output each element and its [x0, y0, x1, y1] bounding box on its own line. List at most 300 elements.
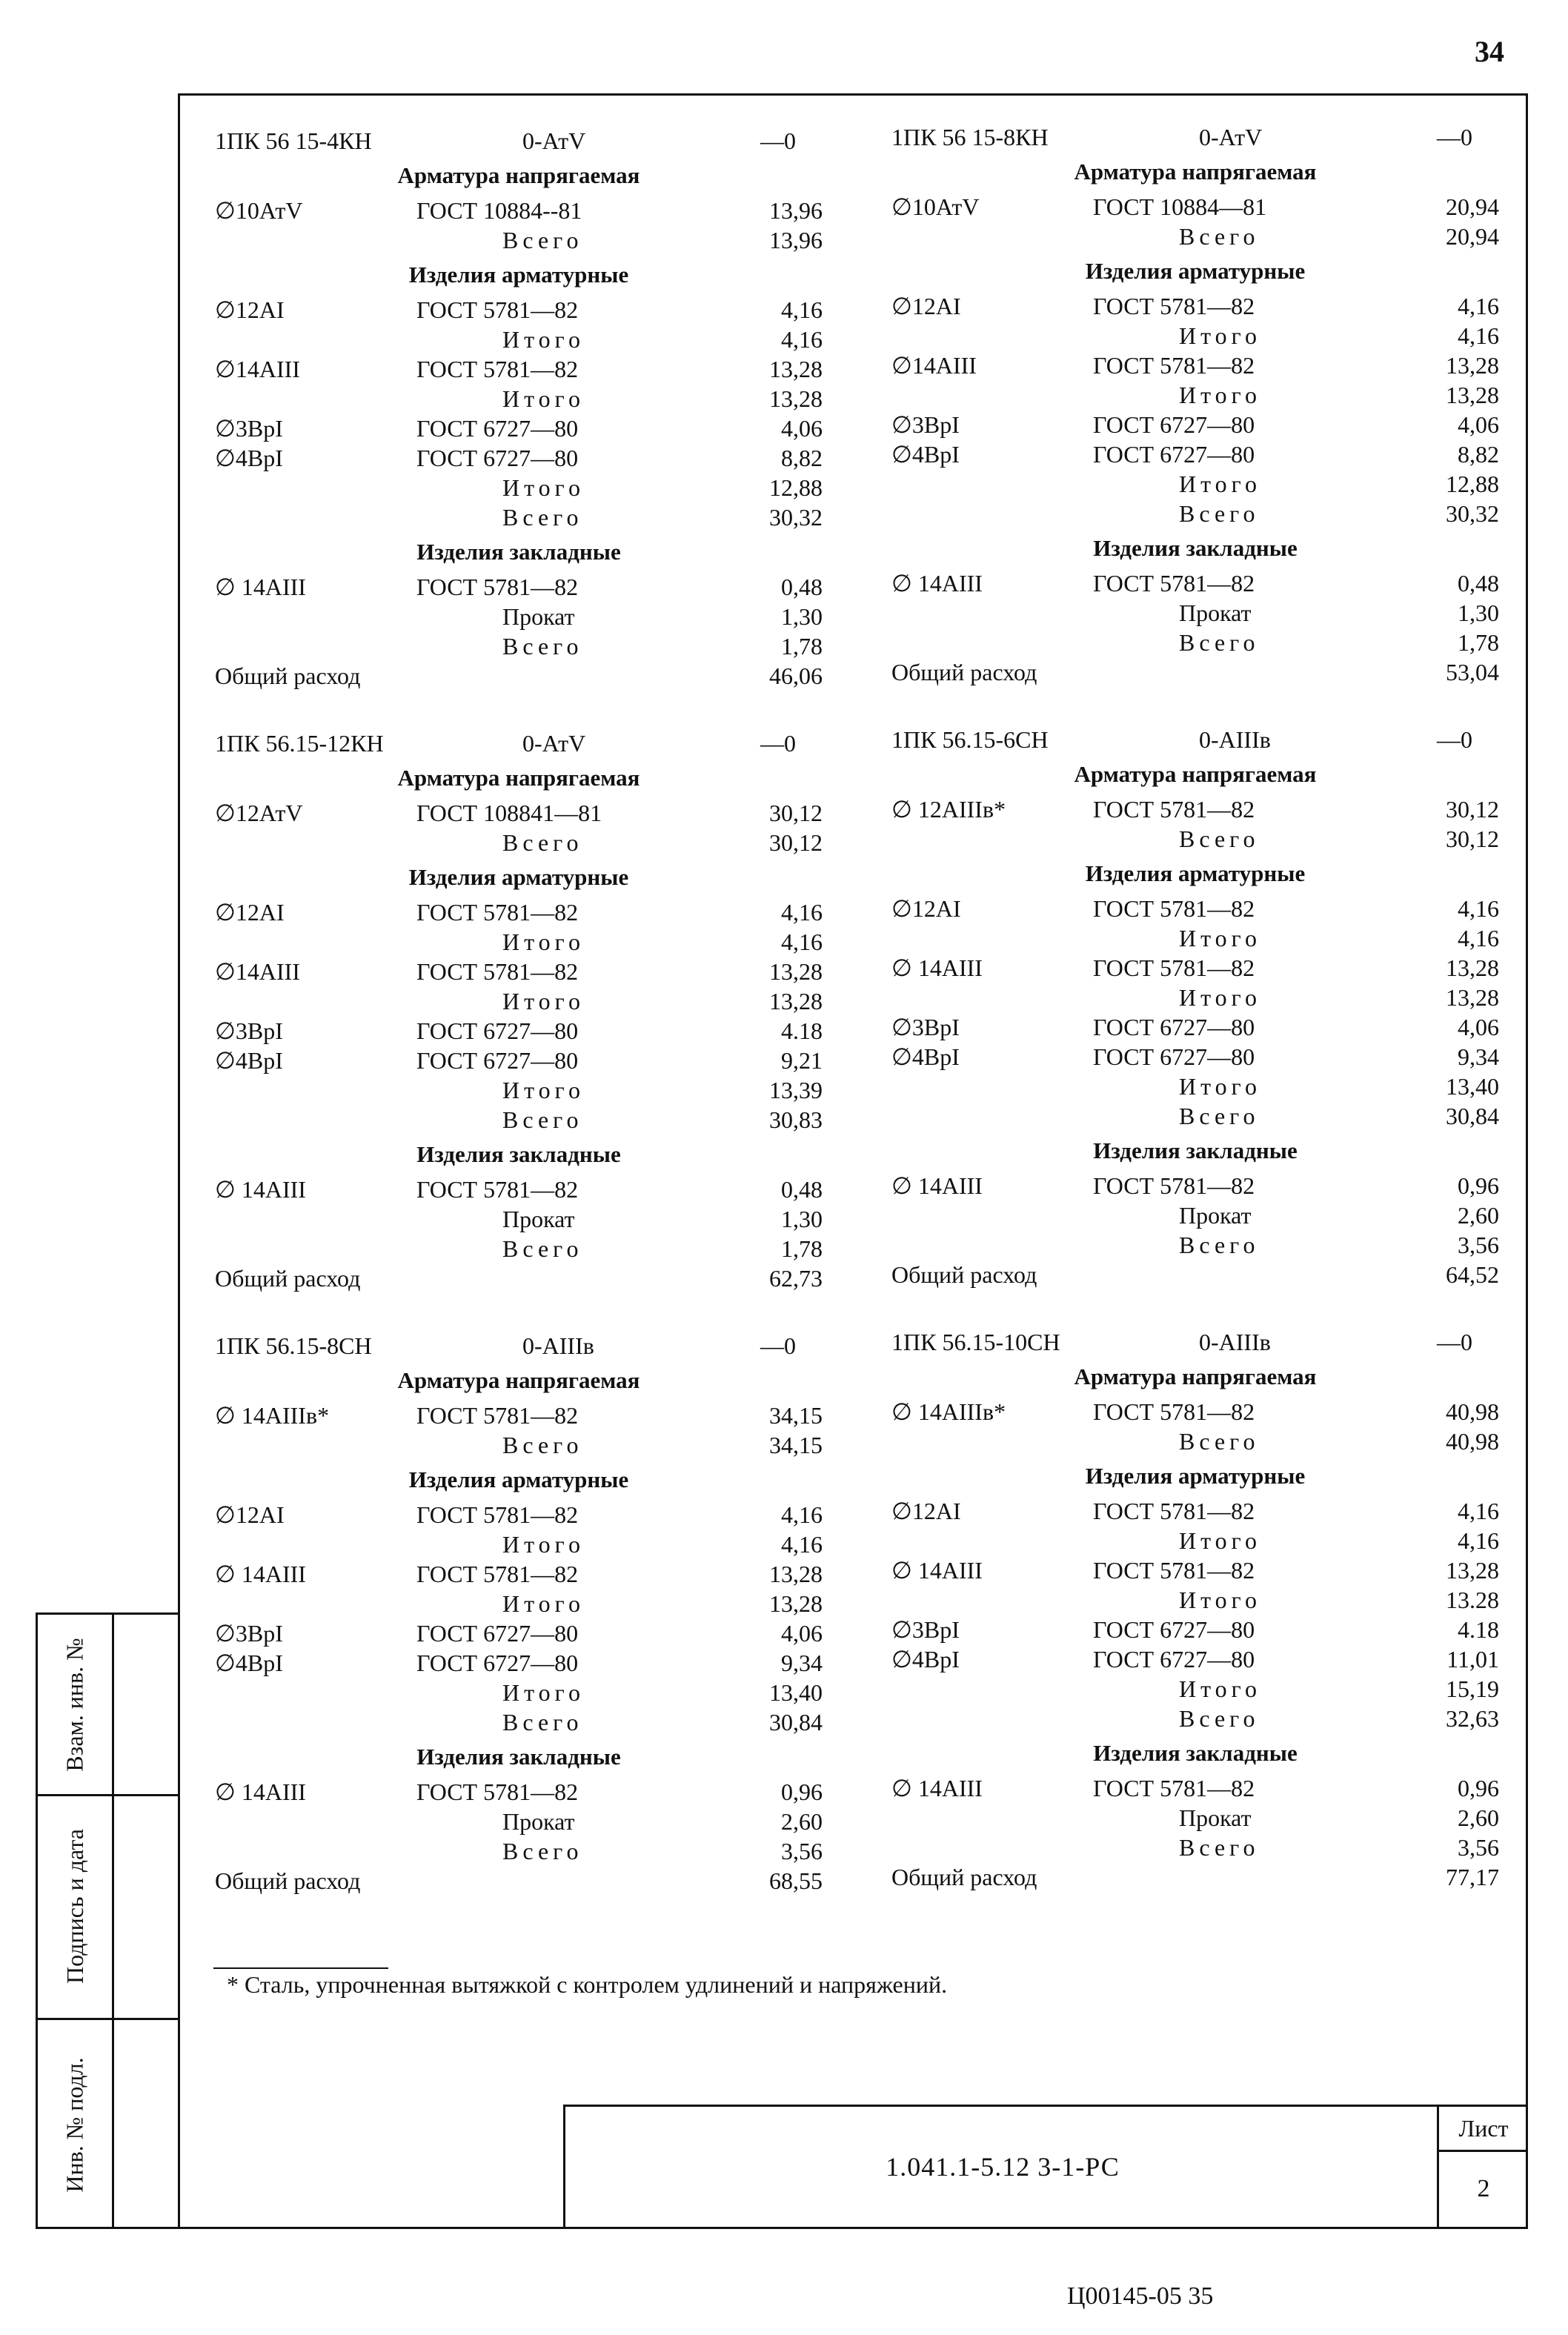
- mass-value: 1,30: [781, 1206, 823, 1232]
- standard-ref: ГОСТ 6727—80: [1093, 1616, 1255, 1643]
- subtotal-label: Итого: [1179, 1527, 1261, 1554]
- subtotal-label: Итого: [1179, 1675, 1261, 1702]
- zero-value: —0: [1437, 726, 1472, 753]
- section-heading: Изделия закладные: [416, 1744, 621, 1770]
- material-row: [215, 897, 823, 927]
- mass-value: 32,63: [1446, 1705, 1499, 1732]
- mass-value: 30,32: [769, 504, 823, 531]
- material-row: [215, 1046, 823, 1075]
- subtotal-label: Всего: [502, 1709, 583, 1736]
- section-heading: Изделия арматурные: [408, 262, 629, 288]
- mass-value: 4.18: [781, 1017, 823, 1044]
- bar-diameter: ∅10АтV: [215, 197, 303, 224]
- subtotal-row: [215, 1529, 823, 1559]
- block-header-row: [891, 1327, 1499, 1357]
- standard-ref: ГОСТ 6727—80: [1093, 1014, 1255, 1040]
- material-row: [891, 1644, 1499, 1674]
- bar-diameter: ∅12АтV: [215, 800, 303, 826]
- subtotal-label: Итого: [502, 474, 585, 501]
- block-header-row: [891, 122, 1499, 152]
- mass-value: 0,96: [1458, 1172, 1499, 1199]
- mass-value: 2,60: [1458, 1804, 1499, 1831]
- mass-value: 4.18: [1458, 1616, 1499, 1643]
- subtotal-row: [215, 502, 823, 532]
- section-heading: Арматура напрягаемая: [397, 765, 640, 791]
- mass-value: 13,96: [769, 197, 823, 224]
- zero-value: —0: [760, 730, 796, 757]
- subtotal-label: Всего: [1179, 1834, 1260, 1861]
- standard-ref: ГОСТ 6727—80: [1093, 441, 1255, 468]
- bar-diameter: ∅14АIII: [891, 352, 977, 379]
- rolled-metal-label: Прокат: [502, 1808, 575, 1835]
- sheet-number: 2: [1477, 2175, 1490, 2202]
- mass-value: 4,16: [781, 326, 823, 353]
- mass-value: 13,28: [769, 385, 823, 412]
- subtotal-label: Итого: [1179, 984, 1261, 1011]
- section-heading: Изделия арматурные: [1085, 1463, 1306, 1489]
- section-heading: Изделия закладные: [1093, 535, 1298, 561]
- bar-diameter: ∅ 14АIII: [891, 954, 983, 981]
- bar-diameter: ∅ 14АIII: [215, 1561, 306, 1587]
- mass-value: 3,56: [781, 1838, 823, 1864]
- material-row: [215, 1401, 823, 1430]
- subtotal-row: [215, 225, 823, 255]
- bar-diameter: ∅4ВрI: [215, 1047, 283, 1074]
- section-heading: Арматура напрягаемая: [397, 1367, 640, 1393]
- spec-block-6: [891, 1327, 1499, 1892]
- mass-value: 30,83: [769, 1106, 823, 1133]
- standard-ref: ГОСТ 5781—82: [1093, 1172, 1255, 1199]
- standard-ref: ГОСТ 5781—82: [416, 958, 579, 985]
- mass-value: 9,21: [781, 1047, 823, 1074]
- standard-ref: ГОСТ 5781—82: [1093, 352, 1255, 379]
- standard-ref: ГОСТ 5781—82: [1093, 1775, 1255, 1801]
- bar-diameter: ∅12АI: [215, 296, 285, 323]
- subtotal-row: [891, 983, 1499, 1012]
- subtotal-row: [215, 1075, 823, 1105]
- subtotal-row: [891, 1585, 1499, 1615]
- general-consumption-label: Общий расход: [215, 1265, 361, 1292]
- mass-value: 40,98: [1446, 1428, 1499, 1455]
- product-mark: 1ПК 56 15-4КН: [215, 127, 372, 154]
- subtotal-row: [891, 1803, 1499, 1833]
- subtotal-row: [215, 473, 823, 502]
- mass-value: 4,16: [781, 899, 823, 926]
- subtotal-row: [891, 1704, 1499, 1733]
- bar-diameter: ∅3ВрI: [891, 1616, 960, 1643]
- subtotal-row: [215, 1234, 823, 1263]
- zero-value: —0: [1437, 1329, 1472, 1355]
- product-mark: 1ПК 56.15-8СН: [215, 1332, 372, 1359]
- mass-value: 1,30: [781, 603, 823, 630]
- subtotal-row: [891, 380, 1499, 410]
- bar-diameter: ∅4ВрI: [891, 441, 960, 468]
- subtotal-label: Итого: [502, 326, 585, 353]
- rolled-metal-label: Прокат: [502, 1206, 575, 1232]
- subtotal-row: [215, 325, 823, 354]
- mass-value: 30,12: [1446, 826, 1499, 852]
- material-row: [215, 295, 823, 325]
- standard-ref: ГОСТ 10884--81: [416, 197, 582, 224]
- approval-sidebar: [36, 1612, 178, 2229]
- standard-ref: ГОСТ 6727—80: [416, 1047, 579, 1074]
- subtotal-row: [215, 602, 823, 631]
- subtotal-label: Всего: [1179, 223, 1260, 250]
- mass-value: 0,48: [1458, 570, 1499, 597]
- general-consumption-label: Общий расход: [891, 1864, 1037, 1890]
- sidebar-label-inventory: Инв. № подл.: [61, 2056, 88, 2193]
- mass-value: 40,98: [1446, 1398, 1499, 1425]
- prestress-class: 0-АтV: [1199, 124, 1263, 150]
- general-consumption-value: 53,04: [1446, 659, 1499, 685]
- standard-ref: ГОСТ 5781—82: [1093, 1398, 1255, 1425]
- material-row: [215, 1559, 823, 1589]
- subtotal-row: [891, 469, 1499, 499]
- subtotal-row: [891, 824, 1499, 854]
- material-row: [891, 568, 1499, 598]
- subtotal-label: Всего: [502, 1838, 583, 1864]
- subtotal-row: [891, 1526, 1499, 1555]
- mass-value: 9,34: [781, 1650, 823, 1676]
- mass-value: 30,84: [1446, 1103, 1499, 1129]
- general-consumption-value: 46,06: [769, 662, 823, 689]
- spec-block-3: [215, 728, 823, 1293]
- standard-ref: ГОСТ 5781—82: [1093, 1557, 1255, 1584]
- bar-diameter: ∅14АIII: [215, 958, 300, 985]
- subtotal-row: [891, 321, 1499, 351]
- mass-value: 13,40: [1446, 1073, 1499, 1100]
- subtotal-row: [215, 986, 823, 1016]
- material-row: [891, 953, 1499, 983]
- mass-value: 13,28: [1446, 984, 1499, 1011]
- sheet-cell: [1437, 2107, 1528, 2229]
- material-row: [215, 443, 823, 473]
- page-number: 34: [1475, 35, 1504, 68]
- subtotal-label: Всего: [502, 829, 583, 856]
- mass-value: 4,06: [1458, 1014, 1499, 1040]
- subtotal-label: Итого: [502, 1590, 585, 1617]
- mass-value: 1,78: [1458, 629, 1499, 656]
- standard-ref: ГОСТ 5781—82: [1093, 796, 1255, 823]
- section-heading: Изделия закладные: [1093, 1137, 1298, 1163]
- subtotal-row: [891, 1833, 1499, 1862]
- general-consumption-label: Общий расход: [891, 1261, 1037, 1288]
- subtotal-row: [891, 1230, 1499, 1260]
- general-consumption-value: 64,52: [1446, 1261, 1499, 1288]
- material-row: [215, 413, 823, 443]
- bar-diameter: ∅12АI: [891, 1498, 961, 1524]
- bar-diameter: ∅ 14АIIIв*: [215, 1402, 330, 1429]
- subtotal-label: Всего: [1179, 1428, 1260, 1455]
- bar-diameter: ∅ 14АIII: [891, 1775, 983, 1801]
- mass-value: 3,56: [1458, 1232, 1499, 1258]
- bar-diameter: ∅3ВрI: [891, 411, 960, 438]
- material-row: [215, 798, 823, 828]
- standard-ref: ГОСТ 6727—80: [416, 1017, 579, 1044]
- product-mark: 1ПК 56.15-6СН: [891, 726, 1049, 753]
- subtotal-label: Всего: [1179, 1103, 1260, 1129]
- section-heading: Арматура напрягаемая: [397, 162, 640, 188]
- bar-diameter: ∅3ВрI: [891, 1014, 960, 1040]
- sidebar-label-replacement: Взам. инв. №: [61, 1637, 88, 1772]
- bar-diameter: ∅ 14АIII: [215, 574, 306, 600]
- standard-ref: ГОСТ 5781—82: [416, 1778, 579, 1805]
- mass-value: 2,60: [781, 1808, 823, 1835]
- spec-block-2: [891, 122, 1499, 687]
- subtotal-row: [891, 1200, 1499, 1230]
- bar-diameter: ∅ 14АIII: [891, 1172, 983, 1199]
- subtotal-row: [891, 1426, 1499, 1456]
- subtotal-row: [891, 1674, 1499, 1704]
- mass-value: 0,96: [1458, 1775, 1499, 1801]
- product-mark: 1ПК 56 15-8КН: [891, 124, 1049, 150]
- material-row: [215, 1016, 823, 1046]
- bar-diameter: ∅4ВрI: [215, 445, 283, 471]
- subtotal-label: Итого: [502, 1679, 585, 1706]
- standard-ref: ГОСТ 5781—82: [1093, 293, 1255, 319]
- sheet-label: Лист: [1439, 2107, 1528, 2152]
- bar-diameter: ∅ 14АIII: [215, 1176, 306, 1203]
- subtotal-row: [891, 598, 1499, 628]
- material-row: [891, 192, 1499, 222]
- general-consumption-row: [891, 1862, 1499, 1892]
- material-row: [891, 1773, 1499, 1803]
- subtotal-label: Всего: [502, 1235, 583, 1262]
- general-consumption-row: [891, 657, 1499, 687]
- mass-value: 13,40: [769, 1679, 823, 1706]
- subtotal-row: [215, 1589, 823, 1618]
- material-row: [215, 1500, 823, 1529]
- standard-ref: ГОСТ 5781—82: [416, 1402, 579, 1429]
- subtotal-row: [891, 1072, 1499, 1101]
- general-consumption-row: [215, 1263, 823, 1293]
- mass-value: 0,96: [781, 1778, 823, 1805]
- material-row: [215, 1648, 823, 1678]
- material-row: [891, 1496, 1499, 1526]
- subtotal-row: [891, 499, 1499, 528]
- subtotal-label: Итого: [502, 385, 585, 412]
- mass-value: 8,82: [1458, 441, 1499, 468]
- mass-value: 4,16: [1458, 1498, 1499, 1524]
- prestress-class: 0-АIIIв: [1199, 1329, 1271, 1355]
- subtotal-label: Итого: [502, 929, 585, 955]
- standard-ref: ГОСТ 5781—82: [416, 296, 579, 323]
- general-consumption-value: 62,73: [769, 1265, 823, 1292]
- section-heading: Изделия закладные: [416, 539, 621, 565]
- standard-ref: ГОСТ 6727—80: [1093, 1646, 1255, 1673]
- subtotal-row: [215, 1105, 823, 1135]
- subtotal-label: Всего: [502, 504, 583, 531]
- mass-value: 4,16: [1458, 925, 1499, 951]
- zero-value: —0: [760, 1332, 796, 1359]
- subtotal-row: [215, 927, 823, 957]
- subtotal-row: [215, 631, 823, 661]
- block-header-row: [215, 728, 823, 758]
- title-block: [563, 2105, 1528, 2229]
- general-consumption-label: Общий расход: [891, 659, 1037, 685]
- subtotal-label: Итого: [1179, 382, 1261, 408]
- mass-value: 2,60: [1458, 1202, 1499, 1229]
- subtotal-label: Всего: [502, 1106, 583, 1133]
- mass-value: 13,28: [1446, 954, 1499, 981]
- bar-diameter: ∅4ВрI: [215, 1650, 283, 1676]
- mass-value: 4,16: [781, 296, 823, 323]
- mass-value: 13,28: [769, 958, 823, 985]
- zero-value: —0: [760, 127, 796, 154]
- section-heading: Арматура напрягаемая: [1074, 761, 1317, 787]
- mass-value: 30,12: [769, 829, 823, 856]
- rolled-metal-label: Прокат: [1179, 599, 1252, 626]
- material-row: [891, 1042, 1499, 1072]
- mass-value: 13,28: [769, 1590, 823, 1617]
- mass-value: 1,30: [1458, 599, 1499, 626]
- material-row: [891, 894, 1499, 923]
- mass-value: 13,28: [769, 356, 823, 382]
- standard-ref: ГОСТ 6727—80: [416, 445, 579, 471]
- bar-diameter: ∅3ВрI: [215, 1017, 283, 1044]
- subtotal-row: [215, 1430, 823, 1460]
- standard-ref: ГОСТ 5781—82: [1093, 954, 1255, 981]
- bar-diameter: ∅3ВрI: [215, 1620, 283, 1647]
- section-heading: Арматура напрягаемая: [1074, 159, 1317, 185]
- mass-value: 0,48: [781, 1176, 823, 1203]
- general-consumption-value: 77,17: [1446, 1864, 1499, 1890]
- material-row: [891, 351, 1499, 380]
- bar-diameter: ∅14АIII: [215, 356, 300, 382]
- material-row: [215, 572, 823, 602]
- subtotal-label: Итого: [502, 1077, 585, 1103]
- mass-value: 13,28: [1446, 382, 1499, 408]
- footnote: * Сталь, упрочненная вытяжкой с контролем удлинений и напряжений.: [227, 1971, 948, 1998]
- mass-value: 15,19: [1446, 1675, 1499, 1702]
- sidebar-label-signature: Подпись и дата: [61, 1828, 88, 1984]
- mass-value: 12,88: [769, 474, 823, 501]
- subtotal-row: [215, 1807, 823, 1836]
- standard-ref: ГОСТ 5781—82: [416, 356, 579, 382]
- standard-ref: ГОСТ 5781—82: [1093, 1498, 1255, 1524]
- mass-value: 4,16: [1458, 895, 1499, 922]
- spec-block-5: [215, 1331, 823, 1896]
- subtotal-label: Итого: [1179, 1073, 1261, 1100]
- prestress-class: 0-АтV: [522, 127, 586, 154]
- prestress-class: 0-АIIIв: [1199, 726, 1271, 753]
- standard-ref: ГОСТ 10884—81: [1093, 193, 1267, 220]
- bar-diameter: ∅12АI: [891, 293, 961, 319]
- subtotal-row: [215, 384, 823, 413]
- mass-value: 30,12: [769, 800, 823, 826]
- catalog-code: Ц00145-05 35: [1067, 2282, 1214, 2310]
- mass-value: 20,94: [1446, 223, 1499, 250]
- product-mark: 1ПК 56.15-12КН: [215, 730, 384, 757]
- mass-value: 0,48: [781, 574, 823, 600]
- bar-diameter: ∅12АI: [891, 895, 961, 922]
- mass-value: 30,12: [1446, 796, 1499, 823]
- rolled-metal-label: Прокат: [502, 603, 575, 630]
- bar-diameter: ∅12АI: [215, 899, 285, 926]
- subtotal-label: Всего: [1179, 500, 1260, 527]
- block-header-row: [215, 126, 823, 156]
- general-consumption-label: Общий расход: [215, 662, 361, 689]
- mass-value: 4,16: [781, 1501, 823, 1528]
- subtotal-label: Итого: [1179, 925, 1261, 951]
- product-mark: 1ПК 56.15-10СН: [891, 1329, 1060, 1355]
- subtotal-row: [215, 1836, 823, 1866]
- material-row: [891, 1397, 1499, 1426]
- subtotal-row: [215, 1678, 823, 1707]
- mass-value: 4,16: [781, 929, 823, 955]
- bar-diameter: ∅ 14АIII: [891, 1557, 983, 1584]
- document-code: 1.041.1-5.12 3-1-РС: [886, 2152, 1120, 2182]
- material-row: [891, 1615, 1499, 1644]
- section-heading: Изделия арматурные: [1085, 258, 1306, 284]
- subtotal-label: Всего: [1179, 1705, 1260, 1732]
- material-row: [215, 1777, 823, 1807]
- material-row: [215, 354, 823, 384]
- bar-diameter: ∅4ВрI: [891, 1043, 960, 1070]
- mass-value: 13,39: [769, 1077, 823, 1103]
- material-row: [215, 196, 823, 225]
- section-heading: Арматура напрягаемая: [1074, 1364, 1317, 1389]
- section-heading: Изделия закладные: [416, 1141, 621, 1167]
- block-header-row: [891, 725, 1499, 754]
- standard-ref: ГОСТ 6727—80: [1093, 1043, 1255, 1070]
- zero-value: —0: [1437, 124, 1472, 150]
- mass-value: 13,28: [769, 988, 823, 1014]
- mass-value: 4,16: [1458, 1527, 1499, 1554]
- subtotal-row: [215, 828, 823, 857]
- bar-diameter: ∅ 14АIII: [891, 570, 983, 597]
- rolled-metal-label: Прокат: [1179, 1202, 1252, 1229]
- mass-value: 4,16: [1458, 293, 1499, 319]
- material-row: [891, 439, 1499, 469]
- section-heading: Изделия закладные: [1093, 1740, 1298, 1766]
- subtotal-label: Итого: [1179, 1587, 1261, 1613]
- subtotal-row: [215, 1204, 823, 1234]
- standard-ref: ГОСТ 6727—80: [1093, 411, 1255, 438]
- bar-diameter: ∅ 14АIII: [215, 1778, 306, 1805]
- standard-ref: ГОСТ 5781—82: [416, 1176, 579, 1203]
- general-consumption-value: 68,55: [769, 1867, 823, 1894]
- mass-value: 34,15: [769, 1432, 823, 1458]
- spec-block-1: [215, 126, 823, 691]
- prestress-class: 0-АIIIв: [522, 1332, 594, 1359]
- standard-ref: ГОСТ 5781—82: [1093, 895, 1255, 922]
- standard-ref: ГОСТ 5781—82: [1093, 570, 1255, 597]
- mass-value: 4,06: [781, 1620, 823, 1647]
- mass-value: 13,28: [1446, 352, 1499, 379]
- sidebar-column-divider: [112, 1615, 114, 2227]
- standard-ref: ГОСТ 5781—82: [416, 1501, 579, 1528]
- bar-diameter: ∅ 14АIIIв*: [891, 1398, 1006, 1425]
- general-consumption-row: [891, 1260, 1499, 1289]
- standard-ref: ГОСТ 5781—82: [416, 1561, 579, 1587]
- mass-value: 13,28: [1446, 1557, 1499, 1584]
- prestress-class: 0-АтV: [522, 730, 586, 757]
- subtotal-row: [891, 1101, 1499, 1131]
- bar-diameter: ∅3ВрI: [215, 415, 283, 442]
- material-row: [891, 794, 1499, 824]
- material-row: [215, 957, 823, 986]
- bar-diameter: ∅ 12АIIIв*: [891, 796, 1006, 823]
- standard-ref: ГОСТ 108841—81: [416, 800, 602, 826]
- standard-ref: ГОСТ 6727—80: [416, 1620, 579, 1647]
- mass-value: 30,84: [769, 1709, 823, 1736]
- subtotal-label: Всего: [1179, 1232, 1260, 1258]
- section-heading: Изделия арматурные: [1085, 860, 1306, 886]
- mass-value: 34,15: [769, 1402, 823, 1429]
- mass-value: 4,16: [781, 1531, 823, 1558]
- mass-value: 11,01: [1446, 1646, 1499, 1673]
